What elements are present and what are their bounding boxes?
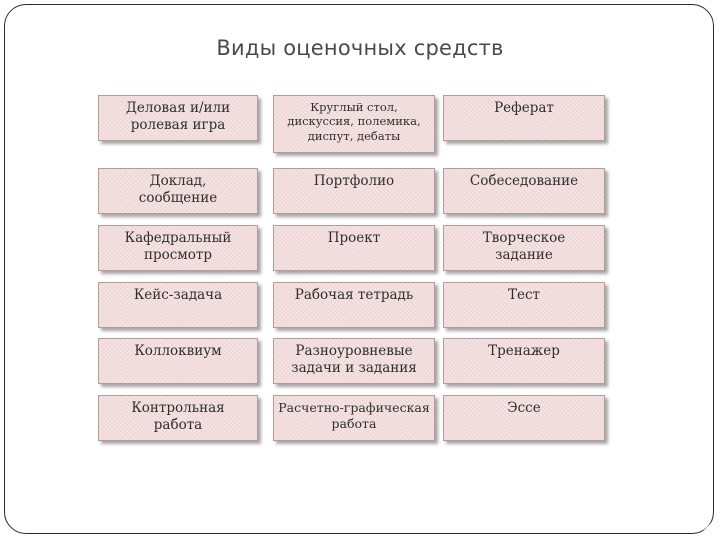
card-label: Кафедральный просмотр (124, 230, 232, 263)
card-essay-report (443, 95, 605, 141)
card-label: Проект (327, 230, 381, 246)
card-label: Контрольная работа (131, 400, 225, 433)
card-colloquium (98, 338, 258, 384)
card-label: Расчетно-графическая работа (278, 400, 430, 431)
slide-title: Виды оценочных средств (216, 36, 504, 60)
card-portfolio (273, 168, 435, 214)
card-label: Собеседование (469, 173, 579, 189)
card-calc-graphic-work (273, 395, 435, 441)
card-label: Рабочая тетрадь (294, 287, 414, 303)
card-round-table (273, 95, 435, 153)
card-multilevel-tasks (273, 338, 435, 384)
card-case-task (98, 282, 258, 328)
card-business-game (98, 95, 258, 141)
card-label: Деловая и/или ролевая игра (125, 100, 231, 133)
card-creative-task (443, 225, 605, 271)
card-label: Эссе (507, 400, 541, 416)
card-workbook (273, 282, 435, 328)
card-control-work (98, 395, 258, 441)
card-label: Реферат (494, 100, 554, 116)
card-simulator (443, 338, 605, 384)
card-label: Тренажер (488, 343, 560, 359)
card-interview (443, 168, 605, 214)
card-label: Круглый стол, дискуссия, полемика, диспут, дебаты (287, 100, 421, 143)
card-label: Коллоквиум (134, 343, 222, 359)
card-label: Творческое задание (482, 230, 566, 263)
card-test (443, 282, 605, 328)
card-label: Разноуровневые задачи и задания (291, 343, 417, 376)
card-project (273, 225, 435, 271)
card-label: Доклад, сообщение (138, 173, 218, 206)
page-corner-curl-icon (698, 518, 716, 536)
card-essay (443, 395, 605, 441)
card-label: Кейс-задача (133, 287, 223, 303)
card-label: Тест (507, 287, 541, 303)
card-department-review (98, 225, 258, 271)
card-report-message (98, 168, 258, 214)
card-label: Портфолио (313, 173, 395, 189)
